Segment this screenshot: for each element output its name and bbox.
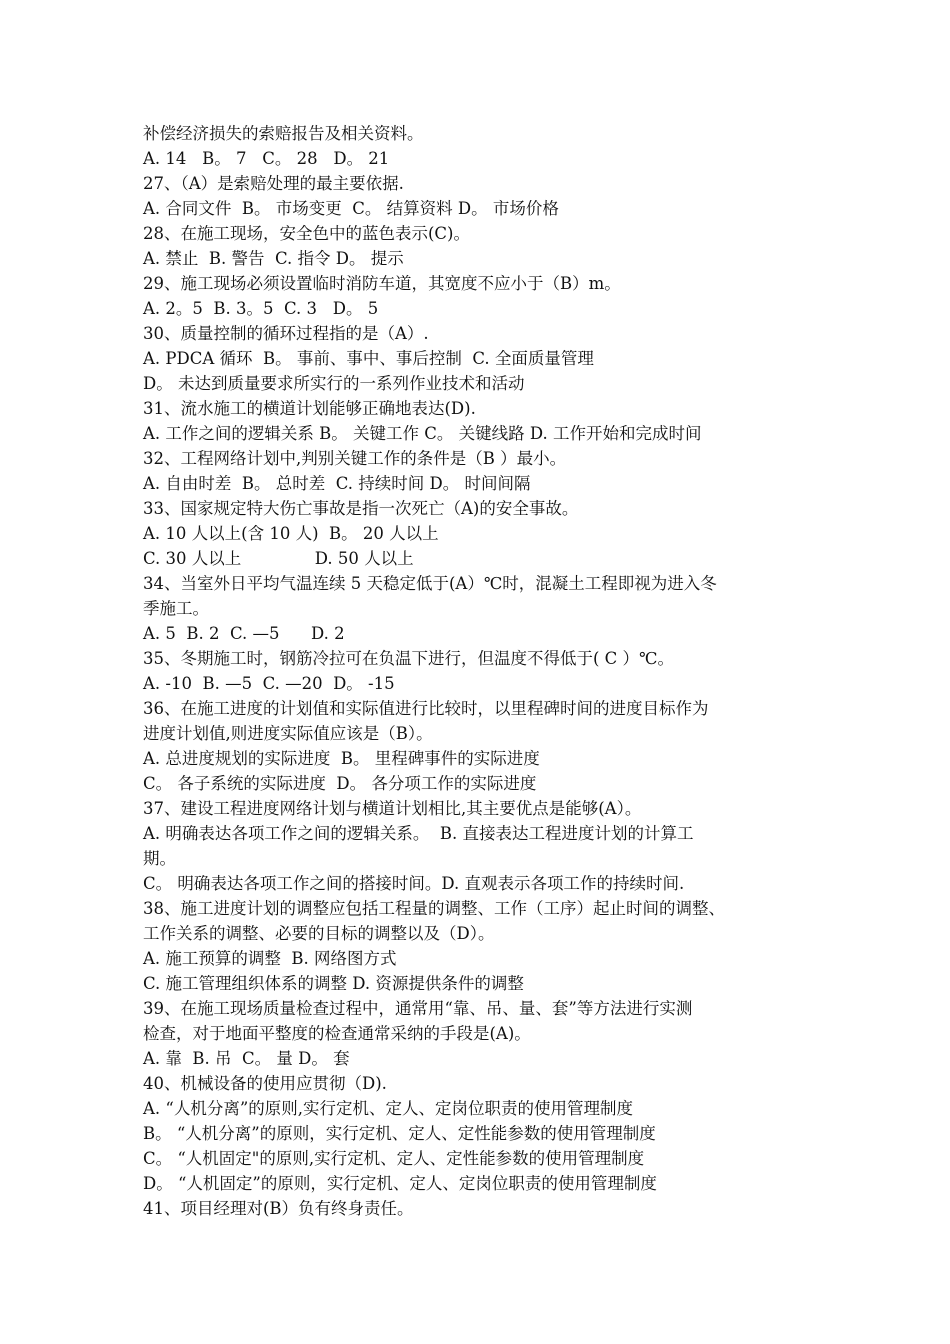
text-line: 27、（A）是索赔处理的最主要依据. (143, 174, 404, 193)
text-line: A. 明确表达各项工作之间的逻辑关系。 B. 直接表达工程进度计划的计算工 (143, 824, 694, 843)
text-line: A. 2。5 B. 3。5 C. 3 D。 5 (143, 299, 379, 318)
text-line: A. -10 B. —5 C. —20 D。 -15 (143, 674, 395, 693)
text-line: 29、施工现场必须设置临时消防车道，其宽度不应小于（B）m。 (143, 274, 621, 293)
text-line: A. 工作之间的逻辑关系 B。 关键工作 C。 关键线路 D. 工作开始和完成时间 (143, 424, 702, 443)
text-line: 38、施工进度计划的调整应包括工程量的调整、工作（工序）起止时间的调整、 (143, 899, 725, 918)
text-line: A. 总进度规划的实际进度 B。 里程碑事件的实际进度 (143, 749, 540, 768)
text-line: A. 14 B。 7 C。 28 D。 21 (143, 149, 390, 168)
text-line: 28、在施工现场，安全色中的蓝色表示(C)。 (143, 224, 470, 243)
text-line: A. PDCA 循环 B。 事前、事中、事后控制 C. 全面质量管理 (143, 349, 594, 368)
text-line: A. 合同文件 B。 市场变更 C。 结算资料 D。 市场价格 (143, 199, 559, 218)
text-line: B。 “人机分离”的原则，实行定机、定人、定性能参数的使用管理制度 (143, 1124, 656, 1143)
text-line: A. 5 B. 2 C. —5 D. 2 (143, 624, 345, 643)
text-line: 40、机械设备的使用应贯彻（D). (143, 1074, 387, 1093)
text-line: C. 30 人以上 D. 50 人以上 (143, 549, 414, 568)
text-line: 进度计划值,则进度实际值应该是（B）。 (143, 724, 433, 743)
text-line: A. “人机分离”的原则,实行定机、定人、定岗位职责的使用管理制度 (143, 1099, 634, 1118)
text-line: 36、在施工进度的计划值和实际值进行比较时，以里程碑时间的进度目标作为 (143, 699, 709, 718)
text-line: C。 “人机固定"的原则,实行定机、定人、定性能参数的使用管理制度 (143, 1149, 645, 1168)
document-page (143, 121, 823, 1221)
text-line: C。 各子系统的实际进度 D。 各分项工作的实际进度 (143, 774, 537, 793)
text-line: 检查，对于地面平整度的检查通常采纳的手段是(A)。 (143, 1024, 531, 1043)
text-line: 补偿经济损失的索赔报告及相关资料。 (143, 124, 424, 143)
text-line: A. 禁止 B. 警告 C. 指令 D。 提示 (143, 249, 404, 268)
text-line: 41、项目经理对(B）负有终身责任。 (143, 1199, 414, 1218)
text-line: A. 10 人以上(含 10 人) B。 20 人以上 (143, 524, 439, 543)
text-line: 35、冬期施工时，钢筋冷拉可在负温下进行，但温度不得低于( C ）℃。 (143, 649, 675, 668)
text-line: 30、质量控制的循环过程指的是（A）. (143, 324, 429, 343)
text-line: 34、当室外日平均气温连续 5 天稳定低于(A）℃时，混凝土工程即视为进入冬 (143, 574, 717, 593)
text-line: C. 施工管理组织体系的调整 D. 资源提供条件的调整 (143, 974, 524, 993)
text-line: 31、流水施工的横道计划能够正确地表达(D). (143, 399, 476, 418)
text-line: 期。 (143, 849, 176, 868)
text-line: 37、建设工程进度网络计划与横道计划相比,其主要优点是能够(A）。 (143, 799, 642, 818)
text-line: 季施工。 (143, 599, 209, 618)
text-line: 39、在施工现场质量检查过程中，通常用“靠、吊、量、套”等方法进行实测 (143, 999, 693, 1018)
text-line: 工作关系的调整、必要的目标的调整以及（D）。 (143, 924, 495, 943)
text-line: D。 “人机固定”的原则，实行定机、定人、定岗位职责的使用管理制度 (143, 1174, 657, 1193)
text-line: C。 明确表达各项工作之间的搭接时间。D. 直观表示各项工作的持续时间. (143, 874, 685, 893)
text-line: 32、工程网络计划中,判别关键工作的条件是（B ）最小。 (143, 449, 567, 468)
text-line: A. 施工预算的调整 B. 网络图方式 (143, 949, 397, 968)
text-line: A. 自由时差 B。 总时差 C. 持续时间 D。 时间间隔 (143, 474, 531, 493)
text-line: 33、国家规定特大伤亡事故是指一次死亡（A)的安全事故。 (143, 499, 579, 518)
text-line: A. 靠 B. 吊 C。 量 D。 套 (143, 1049, 350, 1068)
text-line: D。 未达到质量要求所实行的一系列作业技术和活动 (143, 374, 525, 393)
